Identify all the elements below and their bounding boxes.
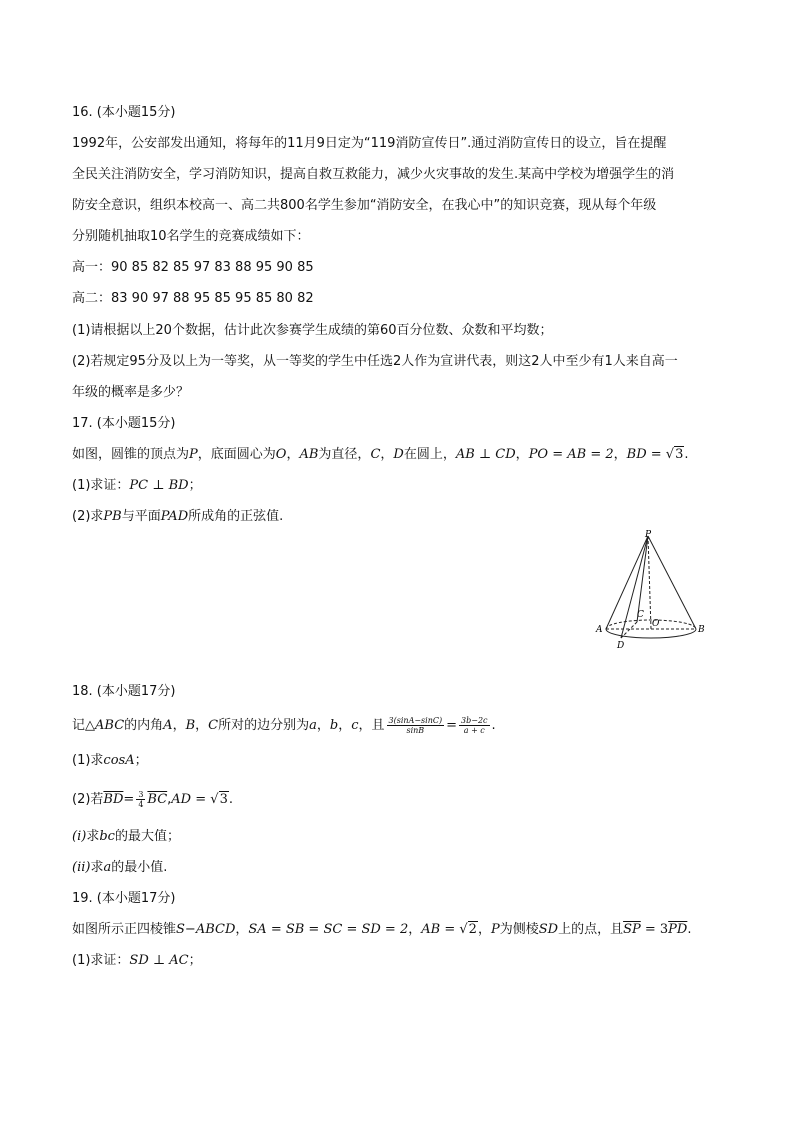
- q18-text: .: [228, 792, 233, 807]
- cone-figure: [590, 528, 710, 652]
- q18-sub-ii-text: 求: [90, 860, 104, 875]
- q18-var-b: b: [329, 718, 339, 733]
- q19-part1-label: (1)求证：: [72, 953, 130, 968]
- q19-expr-ab: AB =: [421, 922, 460, 937]
- q17-text: ，底面圆心为: [197, 447, 276, 462]
- equals-sign: =: [123, 792, 135, 807]
- q18-text: 所对的边分别为: [218, 718, 310, 733]
- cone-side-right: [648, 536, 696, 629]
- q18-part2: [72, 790, 233, 809]
- q18-text: ，且: [358, 718, 385, 733]
- q17-part1-expr: PC ⊥ BD: [129, 478, 189, 493]
- q17-part2-end: 所成角的正弦值.: [188, 509, 284, 524]
- q17-expr-bd: BD =: [626, 447, 666, 462]
- q18-sub-ii-end: 的最小值.: [111, 860, 168, 875]
- q19-header: 19. (本小题17分): [72, 891, 176, 906]
- q18-vector-bc: $\overline{BC}$: [147, 792, 168, 807]
- q17-text: .: [684, 447, 689, 462]
- q17-part2-pad: PAD: [160, 509, 189, 524]
- q17-var-o: O: [275, 447, 287, 462]
- q18-sub-i-text: 求: [86, 829, 100, 844]
- q18-part1-label: (1)求: [72, 753, 104, 768]
- q19-sqrt2: 2: [468, 922, 477, 937]
- q16-part1: (1)请根据以上20个数据，估计此次参赛学生成绩的第60百分位数、众数和平均数；: [72, 323, 553, 338]
- q18-var-a-upper: A: [163, 718, 173, 733]
- q19-part1: [72, 952, 202, 970]
- q17-var-p: P: [189, 447, 198, 462]
- q18-text: ，: [195, 718, 209, 733]
- q17-var-c: C: [370, 447, 381, 462]
- q17-text: ，: [286, 447, 300, 462]
- q18-var-c-upper: C: [208, 718, 219, 733]
- q17-sqrt3: 3: [675, 447, 684, 462]
- q18-sqrt3: 3: [219, 792, 228, 807]
- q18-statement: [72, 716, 496, 735]
- q18-sub-ii-a: a: [103, 860, 112, 875]
- fraction-denominator: a + c: [463, 726, 485, 735]
- q16-text-line4: 分别随机抽取10名学生的竞赛成绩如下：: [72, 229, 310, 244]
- q17-part2-text: 与平面: [121, 509, 161, 524]
- q19-part1-expr: SD ⊥ AC: [129, 953, 189, 968]
- q17-part2: [72, 508, 283, 526]
- sqrt-symbol: √: [459, 922, 468, 937]
- q17-text: 在圆上，: [403, 447, 456, 462]
- q17-header: 17. (本小题15分): [72, 416, 176, 431]
- q18-var-c: c: [351, 718, 359, 733]
- cone-label-d: D: [617, 641, 625, 651]
- sqrt-symbol: √: [210, 792, 219, 807]
- q19-equals-3: = 3: [640, 922, 669, 937]
- q18-text: 的内角: [124, 718, 164, 733]
- q18-sub-ii-label: (ii): [72, 860, 91, 875]
- q17-part1-label: (1)求证：: [72, 478, 130, 493]
- q17-var-d: D: [393, 447, 404, 462]
- q18-sub-i-label: (i): [72, 829, 87, 844]
- q19-text: .: [687, 922, 692, 937]
- q18-part1-expr: cosA: [103, 753, 135, 768]
- q18-var-b-upper: B: [185, 718, 196, 733]
- cone-label-b: B: [698, 625, 705, 635]
- q18-expr-ad: AD =: [171, 792, 211, 807]
- q18-triangle: △ABC: [85, 718, 125, 733]
- equals-sign: =: [446, 718, 458, 733]
- cone-label-p: P: [645, 530, 652, 540]
- q19-text: ，: [477, 922, 491, 937]
- q17-text: ，: [380, 447, 394, 462]
- q17-expr-perp: AB ⊥ CD: [455, 447, 516, 462]
- q18-fraction-left: [387, 716, 445, 735]
- q16-grade2-scores: 高二：83 90 97 88 95 85 95 85 80 82: [72, 291, 314, 306]
- q18-vector-bd: $\overline{BD}$: [103, 792, 124, 807]
- q16-header: 16. (本小题15分): [72, 105, 176, 120]
- q17-part1-end: ；: [188, 478, 202, 493]
- cone-label-a: A: [596, 625, 603, 635]
- q17-expr-po: PO = AB = 2: [528, 447, 614, 462]
- q19-pyramid: S−ABCD: [176, 922, 236, 937]
- q19-text: ，: [408, 922, 422, 937]
- q19-statement: [72, 921, 691, 939]
- q17-text: ，: [515, 447, 529, 462]
- q17-text: 为直径，: [318, 447, 371, 462]
- q18-part2-label: (2)若: [72, 792, 104, 807]
- q16-part2-line1: (2)若规定95分及以上为一等奖，从一等奖的学生中任选2人作为宣讲代表，则这2人中至少有1人来自高一: [72, 354, 678, 369]
- q16-grade1-scores: 高一：90 85 82 85 97 83 88 95 90 85: [72, 260, 314, 275]
- q18-text: .: [491, 718, 496, 733]
- q18-sub-i-end: 的最大值；: [114, 829, 180, 844]
- q16-text-line3: 防安全意识，组织本校高一、高二共800名学生参加“消防安全，在我心中”的知识竞赛，现从每个年级: [72, 198, 657, 213]
- q16-text-line1: 1992年，公安部发出通知，将每年的11月9日定为“119消防宣传日”.通过消防宣传日的设立，旨在提醒: [72, 136, 667, 151]
- q18-part1-end: ；: [134, 753, 148, 768]
- cone-label-c: C: [637, 610, 644, 620]
- fraction-denominator: sinB: [406, 726, 425, 735]
- q19-var-p: P: [490, 922, 500, 937]
- q19-part1-end: ；: [188, 953, 202, 968]
- cone-label-o: O: [652, 619, 660, 629]
- line-po: [648, 536, 651, 629]
- q18-text: ,: [167, 792, 172, 807]
- fraction-numerator: 3b−2c: [461, 716, 488, 725]
- q16-part2-line2: 年级的概率是多少？: [72, 385, 190, 400]
- fraction-numerator: 3: [138, 790, 144, 799]
- q19-text: 如图所示正四棱锥: [72, 922, 177, 937]
- q19-text: ，: [235, 922, 249, 937]
- q18-sub-i-bc: bc: [99, 829, 115, 844]
- q18-text: 记: [72, 718, 86, 733]
- q17-part1: [72, 477, 202, 495]
- q18-sub-ii: [72, 859, 167, 877]
- q17-var-ab: AB: [299, 447, 319, 462]
- q17-statement: [72, 446, 689, 464]
- q18-fraction-3-4: [136, 790, 145, 809]
- q19-vector-sp: $\overline{SP}$: [623, 922, 641, 937]
- q19-text: 上的点，且: [558, 922, 624, 937]
- q17-part2-label: (2)求: [72, 509, 104, 524]
- q19-expr-edges: SA = SB = SC = SD = 2: [248, 922, 409, 937]
- fraction-numerator: 3(sinA−sinC): [388, 716, 443, 725]
- q16-text-line2: 全民关注消防安全，学习消防知识，提高自救互救能力，减少火灾事故的发生.某高中学校为增强学生的消: [72, 167, 675, 182]
- q17-part2-pb: PB: [103, 509, 122, 524]
- q17-text: ，: [613, 447, 627, 462]
- q19-text: 为侧棱: [499, 922, 539, 937]
- q18-part1: [72, 752, 148, 770]
- q18-header: 18. (本小题17分): [72, 684, 176, 699]
- q18-text: ，: [172, 718, 186, 733]
- fraction-denominator: 4: [138, 800, 144, 809]
- q18-var-a: a: [309, 718, 317, 733]
- q19-var-sd: SD: [538, 922, 559, 937]
- q18-text: ，: [316, 718, 330, 733]
- sqrt-symbol: √: [665, 447, 675, 462]
- q18-sub-i: [72, 828, 180, 846]
- q19-vector-pd: $\overline{PD}$: [668, 922, 688, 937]
- q18-text: ，: [338, 718, 352, 733]
- q18-fraction-right: [459, 716, 489, 735]
- cone-base-front: [606, 629, 696, 638]
- q17-text: 如图，圆锥的顶点为: [72, 447, 190, 462]
